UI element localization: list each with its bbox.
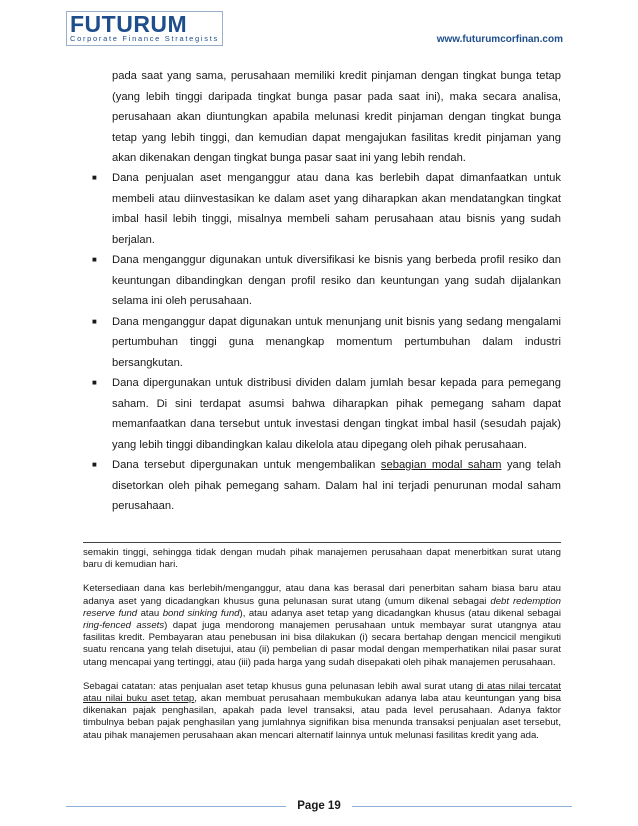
modal-saham-link[interactable]: sebagian modal saham xyxy=(380,459,502,471)
footnote-paragraph: semakin tinggi, sehingga tidak dengan mudah pihak manajemen perusahaan dapat menerbitkan surat utang baru di kemudian hari. xyxy=(83,547,561,571)
bullet-item xyxy=(92,373,561,455)
page-number: Page 19 xyxy=(297,800,341,812)
bullet-square-icon: ■ xyxy=(92,460,97,469)
footnote-paragraph: Ketersediaan dana kas berlebih/menganggur, atau dana kas berasal dari penerbitan saham biasa baru atau adanya aset yang dicadangkan khusus guna pelunasan surat utang (umum dikenal sebagai debt redemption reserve fund atau bond sinking fund), atau adanya aset tetap yang dicadangkan khusus (atau dikenal sebagai ring-fenced assets) dapat juga mendorong manajemen perusahaan untuk membayar surat utangnya atau fasilitas kredit. Pembayaran atau penebusan ini bisa dilakukan (i) secara bertahap dengan mencicil mengikuti suatu rencana yang telah disetujui, atau (ii) pembelian di pasar modal dengan memperhatikan nilai pasar surat utang mencapai yang tertinggi, atau (iii) pada harga yang sudah disepakati oleh pihak manajemen perusahaan. xyxy=(83,583,561,668)
bullet-square-icon: ■ xyxy=(92,378,97,387)
footnotes xyxy=(83,547,561,742)
bullet-text: Dana penjualan aset menganggur atau dana kas berlebih dapat dimanfaatkan untuk membeli atau diinvestasikan ke dalam aset yang diharapkan akan mendatangkan tingkat imbal hasil lebih tinggi, misalnya membeli saham perusahaan atau bisnis yang sudah berjalan. xyxy=(112,172,561,246)
bullet-text: Dana menganggur dapat digunakan untuk menunjang unit bisnis yang sedang mengalami pertumbuhan tinggi guna menangkap momentum pertumbuhan dalam industri bersangkutan. xyxy=(112,315,561,369)
footnote-underlined-phrase: di atas nilai tercatat atau nilai buku aset tetap xyxy=(83,680,561,705)
continuation-paragraph: pada saat yang sama, perusahaan memiliki kredit pinjaman dengan tingkat bunga tetap (yang lebih tinggi daripada tingkat bunga pasar pada saat ini), maka secara analisa, perusahaan akan diuntungkan apabila melunasi kredit pinjaman dengan tingkat bunga tetap yang lebih tinggi, dan kemudian dapat mengajukan fasilitas kredit pinjaman yang akan dikenakan dengan tingkat bunga pasar saat ini yang lebih rendah. xyxy=(112,70,561,164)
bullet-item xyxy=(92,168,561,250)
futurum-logo xyxy=(66,11,223,46)
bullet-item xyxy=(92,250,561,312)
bullet-text-before: Dana tersebut dipergunakan untuk mengembalikan xyxy=(112,459,381,471)
bullet-item xyxy=(92,455,561,517)
bullet-list xyxy=(0,168,638,517)
bullet-text: Dana dipergunakan untuk distribusi dividen dalam jumlah besar kepada para pemegang saham. Di sini terdapat asumsi bahwa diharapkan pihak pemegang saham dapat memanfaatkan dana tersebut untuk investasi dengan tingkat imbal hasil (sesudah pajak) yang lebih tinggi dibandingkan kalau dikelola atau dipegang oleh pihak perusahaan. xyxy=(112,377,561,451)
logo-tagline: Corporate Finance Strategists xyxy=(70,34,219,43)
logo-name: FUTURUM xyxy=(70,11,188,37)
footnote-separator xyxy=(83,542,561,543)
bullet-square-icon: ■ xyxy=(92,173,97,182)
bullet-text-after: yang telah disetorkan oleh pihak pemegang saham. Dalam hal ini terjadi penurunan modal saham perusahaan. xyxy=(112,459,561,512)
bullet-text: Dana menganggur digunakan untuk diversifikasi ke bisnis yang berbeda profil resiko dan keuntungan dibandingkan dengan profil resiko dan keuntungan yang sudah dijalankan selama ini oleh perusahaan. xyxy=(112,254,561,307)
bullet-square-icon: ■ xyxy=(92,316,97,326)
bullet-item xyxy=(92,312,561,374)
footnote-paragraph: Sebagai catatan: atas penjualan aset tetap khusus guna pelunasan lebih awal surat utang di atas nilai tercatat atau nilai buku aset tetap, akan membuat perusahaan membukukan adanya laba atau keuntungan yang bisa dikenakan pajak penghasilan, apakah pada level transaksi, atau pada level perusahaan. Adanya faktor timbulnya beban pajak penghasilan yang jumlahnya signifikan bisa menunda transaksi penjualan aset tersebut, atau pihak manajemen perusahaan akan mencari alternatif lainnya untuk melunasi fasilitas kredit yang ada. xyxy=(83,680,561,741)
website-url: www.futurumcorfinan.com xyxy=(436,34,563,45)
bullet-square-icon: ■ xyxy=(92,255,97,264)
